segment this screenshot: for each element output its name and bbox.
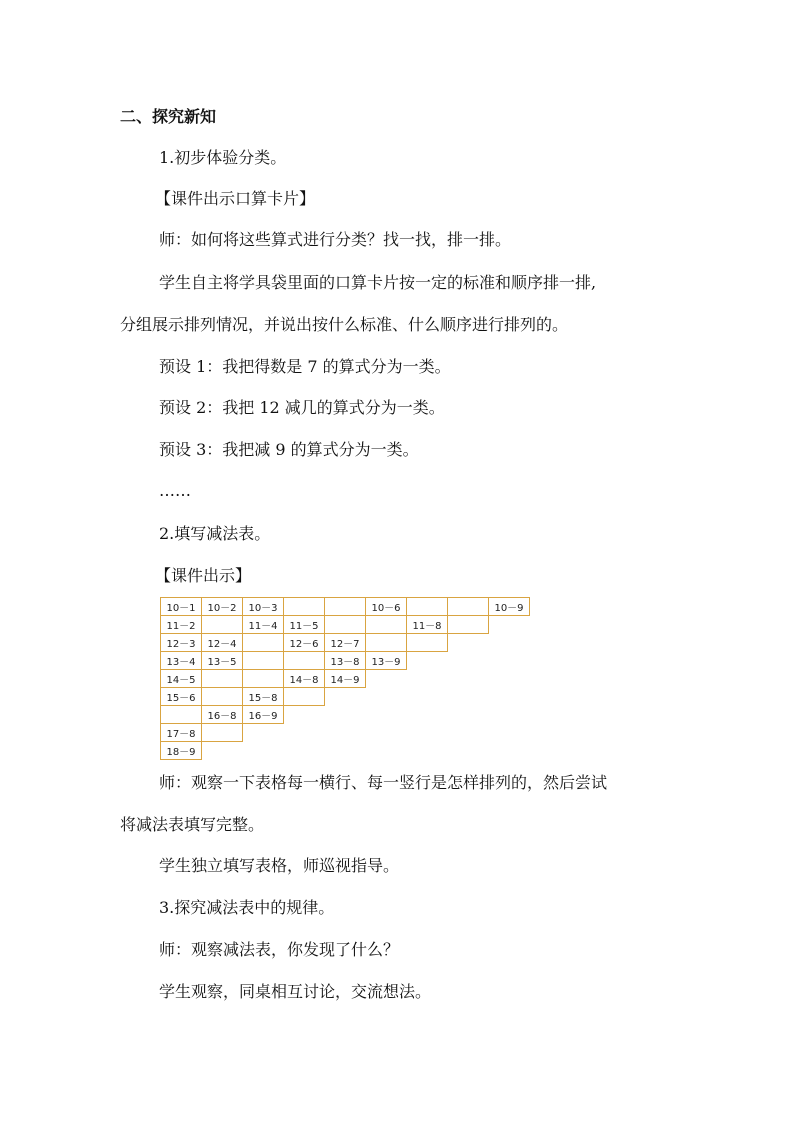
table-cell: 16－9 xyxy=(243,706,284,724)
table-cell: 10－2 xyxy=(202,598,243,616)
table-row xyxy=(161,688,530,706)
table-empty-space xyxy=(489,616,530,634)
table-empty-space xyxy=(407,706,448,724)
paragraph-13: 师：观察减法表，你发现了什么？ xyxy=(159,940,400,959)
table-cell: 14－9 xyxy=(325,670,366,688)
table-cell xyxy=(325,598,366,616)
table-empty-space xyxy=(325,724,366,742)
table-empty-space xyxy=(448,688,489,706)
table-cell xyxy=(202,724,243,742)
table-empty-space xyxy=(284,706,325,724)
table-cell xyxy=(243,634,284,652)
paragraph-7: 预设 3：我把减 9 的算式分为一类。 xyxy=(159,440,419,459)
table-empty-space xyxy=(243,742,284,760)
paragraph-11: 学生独立填写表格，师巡视指导。 xyxy=(159,856,400,875)
section-heading: 二、探究新知 xyxy=(120,107,217,126)
table-row xyxy=(161,616,530,634)
paragraph-3: 师：如何将这些算式进行分类？找一找，排一排。 xyxy=(159,230,512,249)
table-empty-space xyxy=(407,670,448,688)
table-row xyxy=(161,670,530,688)
table-cell: 15－8 xyxy=(243,688,284,706)
paragraph-10: 师：观察一下表格每一横行、每一竖行是怎样排列的，然后尝试 xyxy=(159,773,608,792)
table-empty-space xyxy=(366,724,407,742)
table-empty-space xyxy=(407,742,448,760)
table-cell xyxy=(448,616,489,634)
table-cell xyxy=(325,616,366,634)
paragraph-ellipsis: …… xyxy=(159,481,191,500)
paragraph-14: 学生观察，同桌相互讨论，交流想法。 xyxy=(159,982,432,1001)
table-cell: 12－7 xyxy=(325,634,366,652)
table-cell: 16－8 xyxy=(202,706,243,724)
table-empty-space xyxy=(407,652,448,670)
table-cell: 18－9 xyxy=(161,742,202,760)
table-empty-space xyxy=(325,742,366,760)
table-row xyxy=(161,598,530,616)
table-cell: 13－5 xyxy=(202,652,243,670)
table-cell xyxy=(448,598,489,616)
table-empty-space xyxy=(448,670,489,688)
table-cell xyxy=(407,634,448,652)
table-empty-space xyxy=(448,652,489,670)
paragraph-5: 预设 1：我把得数是 7 的算式分为一类。 xyxy=(159,357,451,376)
table-empty-space xyxy=(448,706,489,724)
subtraction-table xyxy=(160,597,530,760)
table-cell: 13－8 xyxy=(325,652,366,670)
table-cell: 11－4 xyxy=(243,616,284,634)
table-empty-space xyxy=(489,634,530,652)
table-cell xyxy=(202,616,243,634)
table-cell xyxy=(243,652,284,670)
table-cell: 11－2 xyxy=(161,616,202,634)
table-cell: 13－4 xyxy=(161,652,202,670)
table-cell: 10－3 xyxy=(243,598,284,616)
table-empty-space xyxy=(366,688,407,706)
table-cell xyxy=(243,670,284,688)
table-cell xyxy=(161,706,202,724)
table-cell xyxy=(284,598,325,616)
paragraph-8: 2.填写减法表。 xyxy=(159,524,271,543)
table-cell xyxy=(202,688,243,706)
paragraph-9: 【课件出示】 xyxy=(155,566,252,585)
table-row xyxy=(161,652,530,670)
table-empty-space xyxy=(366,742,407,760)
table-row xyxy=(161,742,530,760)
table-cell xyxy=(284,688,325,706)
paragraph-2: 【课件出示口算卡片】 xyxy=(155,189,316,208)
table-cell: 10－1 xyxy=(161,598,202,616)
table-empty-space xyxy=(448,724,489,742)
table-cell: 13－9 xyxy=(366,652,407,670)
table-cell: 12－6 xyxy=(284,634,325,652)
table-cell: 11－5 xyxy=(284,616,325,634)
table-empty-space xyxy=(366,706,407,724)
table-row xyxy=(161,724,530,742)
table-cell xyxy=(284,652,325,670)
paragraph-1: 1.初步体验分类。 xyxy=(159,148,287,167)
table-cell: 15－6 xyxy=(161,688,202,706)
table-empty-space xyxy=(489,724,530,742)
table-row xyxy=(161,634,530,652)
table-cell: 14－8 xyxy=(284,670,325,688)
table-cell xyxy=(366,616,407,634)
table-empty-space xyxy=(489,688,530,706)
table-empty-space xyxy=(325,706,366,724)
table-empty-space xyxy=(448,742,489,760)
table-empty-space xyxy=(284,724,325,742)
table-empty-space xyxy=(243,724,284,742)
table-empty-space xyxy=(366,670,407,688)
table-empty-space xyxy=(448,634,489,652)
paragraph-4-cont: 分组展示排列情况，并说出按什么标准、什么顺序进行排列的。 xyxy=(120,315,569,334)
table-empty-space xyxy=(489,670,530,688)
table-row xyxy=(161,706,530,724)
table-cell: 12－3 xyxy=(161,634,202,652)
table-empty-space xyxy=(407,724,448,742)
table-cell: 10－6 xyxy=(366,598,407,616)
table-empty-space xyxy=(489,706,530,724)
table-empty-space xyxy=(325,688,366,706)
paragraph-10-cont: 将减法表填写完整。 xyxy=(120,815,265,834)
table-cell xyxy=(407,598,448,616)
table-cell: 10－9 xyxy=(489,598,530,616)
table-empty-space xyxy=(407,688,448,706)
paragraph-6: 预设 2：我把 12 减几的算式分为一类。 xyxy=(159,398,445,417)
table-cell: 11－8 xyxy=(407,616,448,634)
table-empty-space xyxy=(202,742,243,760)
paragraph-4: 学生自主将学具袋里面的口算卡片按一定的标准和顺序排一排, xyxy=(159,273,597,292)
table-cell xyxy=(202,670,243,688)
table-cell: 14－5 xyxy=(161,670,202,688)
table-empty-space xyxy=(489,742,530,760)
table-cell: 12－4 xyxy=(202,634,243,652)
paragraph-12: 3.探究减法表中的规律。 xyxy=(159,898,335,917)
table-empty-space xyxy=(284,742,325,760)
table-cell xyxy=(366,634,407,652)
table-empty-space xyxy=(489,652,530,670)
table-cell: 17－8 xyxy=(161,724,202,742)
